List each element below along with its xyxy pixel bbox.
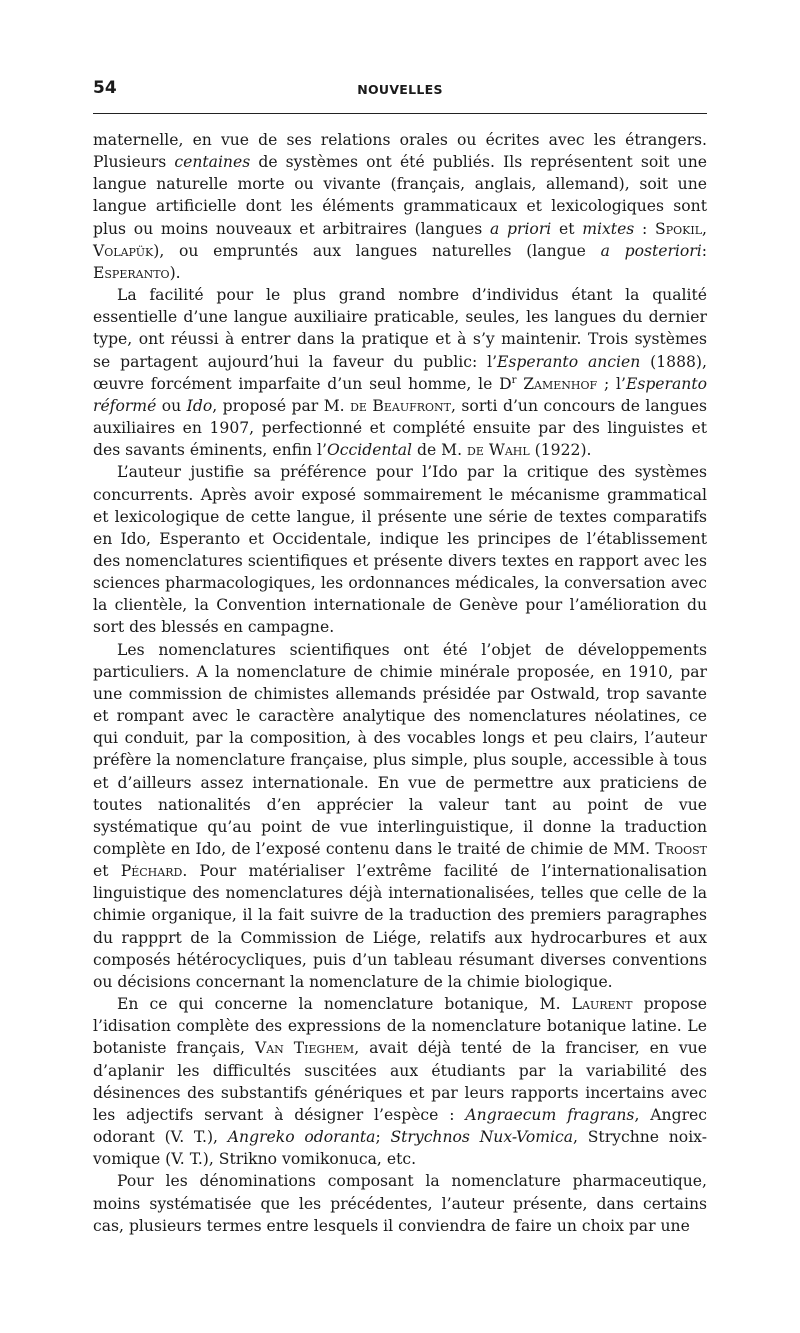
paragraph-5: En ce qui concerne la nomenclature botanique, M. Laurent propose l’idisation complète des expressions de la nomenclature botanique latine. Le botaniste français, Van Tieghem, avait déjà tenté de la franciser, en vue d’aplanir les difficultés suscitées aux étudiants par la variabilité des désinences des substantifs génériques et par leurs rapports incertains avec les adjectifs servant à désigner l’espèce : Angraecum fragrans, Angrec odorant (V. T.), Angreko odoranta; Strychnos Nux-Vomica, Strychne noix-vomique (V. T.), Strikno vomikonuca, etc.	[93, 995, 707, 1169]
body-text	[93, 129, 707, 1237]
paragraph-2: La facilité pour le plus grand nombre d’individus étant la qualité essentielle d’une langue auxiliaire praticable, seules, les langues du dernier type, ont réussi à entrer dans la pratique et à s’y maintenir. Trois systèmes se partagent aujourd’hui la faveur du public: l’Esperanto ancien (1888), œuvre forcément imparfaite d’un seul homme, le $D^r$ Zamenhof ; l’Esperanto réformé ou Ido, proposé par M. de Beaufront, sorti d’un concours de langues auxiliaires en 1907, perfectionné et complété ensuite par des linguistes et des savants éminents, enfin l’Occidental de M. de Wahl (1922).	[93, 286, 707, 460]
paragraph-3: L’auteur justifie sa préférence pour l’Ido par la critique des systèmes concurrents. Après avoir exposé sommairement le mécanisme grammatical et lexicologique de cette langue, il présente une série de textes comparatifs en Ido, Esperanto et Occidentale, indique les principes de l’établissement des nomenclatures scientifiques et présente divers textes en rapport avec les sciences pharmacologiques, les ordonnances médicales, la conversation avec la clientèle, la Convention internationale de Genève pour l’amélioration du sort des blessés en campagne.	[93, 463, 707, 637]
paragraph-1: maternelle, en vue de ses relations orales ou écrites avec les étrangers. Plusieurs centaines de systèmes ont été publiés. Ils représentent soit une langue naturelle morte ou vivante (français, anglais, allemand), soit une langue artificielle dont les éléments grammaticaux et lexicologiques sont plus ou moins nouveaux et arbitraires (langues a priori et mixtes : Spokil, Volapük), ou empruntés aux langues naturelles (langue a posteriori: Esperanto).	[93, 131, 707, 282]
paragraph-6: Pour les dénominations composant la nomenclature pharmaceutique, moins systématisée que les précédentes, l’auteur présente, dans certains cas, plusieurs termes entre lesquels il conviendra de faire un choix par une	[93, 1172, 707, 1235]
page-header	[93, 74, 707, 104]
running-title: NOUVELLES	[357, 82, 443, 97]
page-number: 54	[93, 78, 117, 98]
header-rule	[93, 113, 707, 114]
paragraph-4: Les nomenclatures scientifiques ont été l’objet de développements particuliers. A la nomenclature de chimie minérale proposée, en 1910, par une commission de chimistes allemands présidée par Ostwald, trop savante et rompant avec le caractère analytique des nomenclatures néolatines, ce qui conduit, par la composition, à des vocables longs et peu clairs, l’auteur préfère la nomenclature française, plus simple, plus souple, accessible à tous et d’ailleurs assez internationale. En vue de permettre aux praticiens de toutes nationalités d’en apprécier la valeur tant au point de vue systématique qu’au point de vue interlinguistique, il donne la traduction complète en Ido, de l’exposé contenu dans le traité de chimie de MM. Troost et Péchard. Pour matérialiser l’extrême facilité de l’internationalisation linguistique des nomenclatures déjà internationalisées, telles que celle de la chimie organique, il la fait suivre de la traduction des premiers paragraphes du rappprt de la Commission de Liége, relatifs aux hydrocarbures et aux composés hétérocycliques, puis d’un tableau résumant diverses conventions ou décisions concernant la nomenclature de la chimie biologique.	[93, 640, 707, 991]
